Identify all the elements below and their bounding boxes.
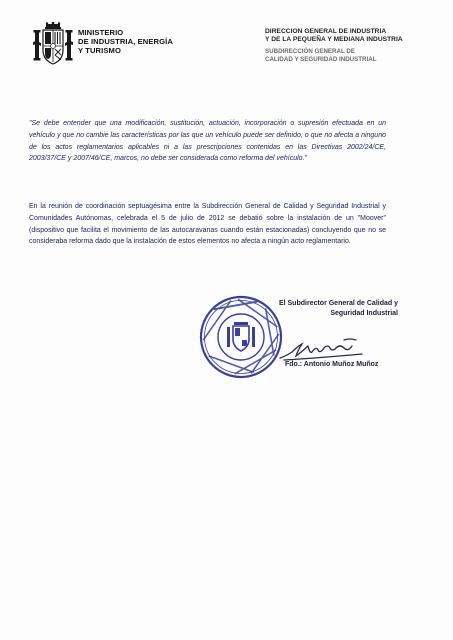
direccion-line-1: DIRECCION GENERAL DE INDUSTRIA: [265, 28, 387, 35]
ministry-line-3: Y TURISMO: [78, 46, 121, 56]
direccion-general: [265, 28, 403, 44]
ministry-line-1: MINISTERIO: [78, 28, 124, 37]
body-paragraph: En la reunión de coordinación septuagésima entre la Subdirección General de Calidad y Seguridad Industrial y Comunidades Autónomas, celebrada el 5 de julio de 2012 se debatió sobre la instalación de un "Moover" (dispositivo que facilita el movimiento de las autocaravanas cuando están estacionadas) concluyendo que no se consideraba reforma dado que la instalación de estos elementos no afecta a ningún acto reglamentario.: [29, 203, 386, 246]
signed-by-name: Fdo.: Antonio Muñoz Muñoz: [285, 361, 379, 368]
direccion-line-2: Y DE LA PEQUEÑA Y MEDIANA INDUSTRIA: [265, 36, 403, 44]
subdireccion-line-2: CALIDAD Y SEGURIDAD INDUSTRIAL: [265, 56, 377, 63]
subdireccion-line-1: SUBDIRECCIÓN GENERAL DE: [265, 48, 355, 55]
quoted-definition: "Se debe entender que una modificación, sustitución, actuación, incorporación o supresión efectuada en un vehículo y que no cambie las características por las que un vehículo puede ser definido, o que no afecta a ninguno de los actos reglamentarios aplicables ni a las prescripciones contenidas en las Directivas 2002/24/CE, 2003/37/CE y 2007/46/CE, marcos, no debe ser considerada como reforma del vehículo.": [29, 120, 386, 163]
ministry-line-2: DE INDUSTRIA, ENERGÍA: [78, 37, 173, 47]
handwritten-signature: [278, 334, 368, 364]
signatory-title: [258, 299, 398, 319]
signatory-title-line-2: Seguridad Industrial: [330, 310, 398, 317]
ministry-name: [78, 28, 173, 56]
signatory-title-line-1: El Subdirector General de Calidad y: [278, 300, 398, 307]
subdireccion-general: [265, 48, 377, 64]
coat-of-arms-logo: [33, 22, 73, 66]
